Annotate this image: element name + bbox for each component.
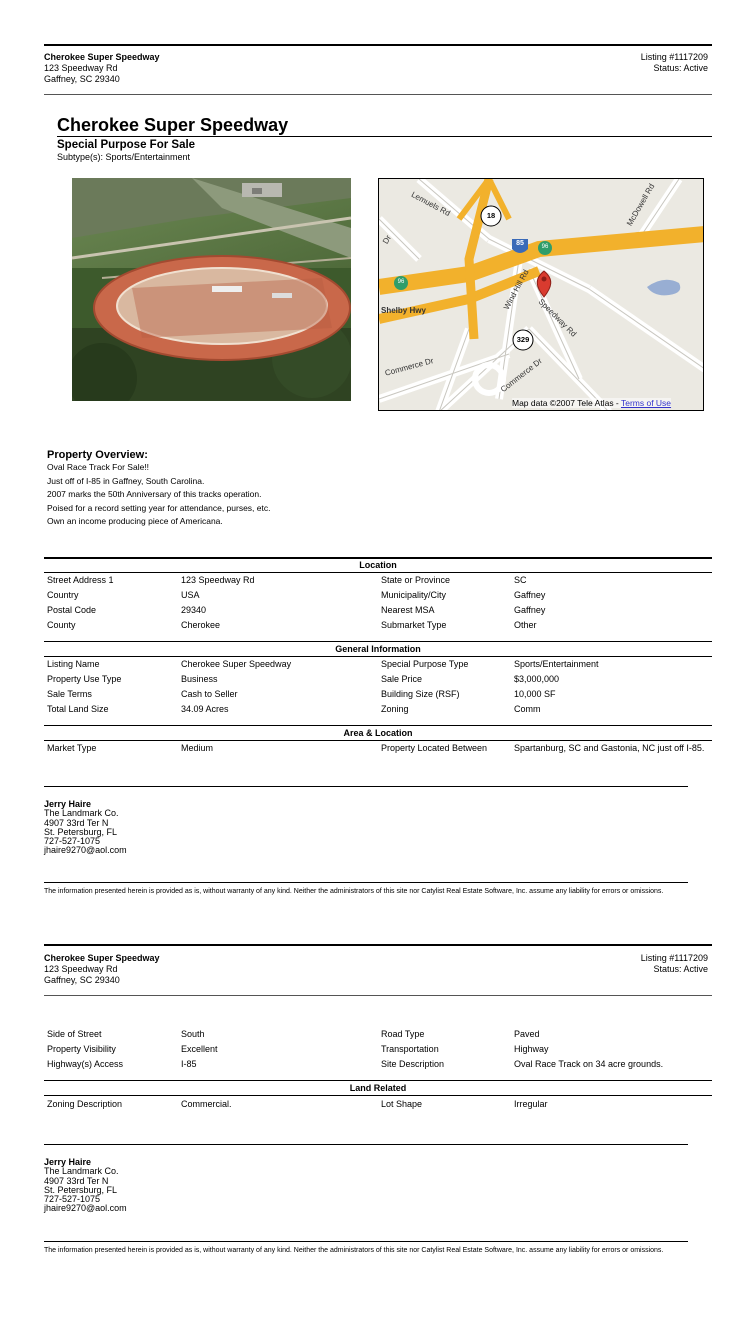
overview-line: Just off of I-85 in Gaffney, South Carolina. (47, 475, 205, 486)
field-value: Paved (514, 1029, 540, 1039)
disclaimer-rule (44, 882, 688, 883)
table-row (47, 659, 712, 673)
field-value: Highway (514, 1044, 549, 1054)
broker-contact (44, 1158, 127, 1214)
header-bottom-rule (44, 995, 712, 996)
table-row (47, 1029, 712, 1043)
section-title-general: General Information (335, 644, 421, 654)
header-property-name: Cherokee Super Speedway (44, 953, 160, 963)
field-value: South (181, 1029, 205, 1039)
overview-line: Own an income producing piece of Americana. (47, 516, 223, 527)
field-label: Building Size (RSF) (381, 689, 460, 699)
section-title-area: Area & Location (343, 728, 413, 738)
field-value: Sports/Entertainment (514, 659, 599, 669)
overview-line: Oval Race Track For Sale!! (47, 462, 150, 472)
field-label: Zoning (381, 704, 409, 714)
map-road-commerce2: Commerce Dr (499, 356, 544, 395)
broker-contact (44, 800, 127, 856)
field-label: Transportation (381, 1044, 439, 1054)
general-top-rule (44, 641, 712, 642)
broker-street: 4907 33rd Ter N (44, 817, 109, 828)
field-label: Submarket Type (381, 620, 447, 630)
page-header-listing (641, 953, 708, 975)
field-value: 34.09 Acres (181, 704, 229, 714)
page-header-listing (641, 52, 708, 74)
area-top-rule (44, 725, 712, 726)
field-value: 123 Speedway Rd (181, 575, 255, 585)
field-label: Lot Shape (381, 1099, 423, 1109)
map-road-mcdowell: McDowell Rd (625, 182, 657, 228)
map-road-commerce1: Commerce Dr (384, 356, 435, 378)
table-row (47, 620, 712, 634)
field-value: Medium (181, 743, 214, 753)
field-value: Cash to Seller (181, 689, 238, 699)
contact-rule (44, 786, 688, 787)
overview-line: Poised for a record setting year for attendance, purses, etc. (47, 502, 271, 513)
page-subtitle: Special Purpose For Sale (57, 139, 196, 151)
listing-number: Listing #1117209 (640, 953, 708, 963)
field-label: Zoning Description (47, 1099, 123, 1109)
field-value: SC (514, 575, 527, 585)
field-value: Comm (514, 704, 541, 714)
disclaimer: The information presented herein is provided as is, without warranty of any kind. Neither the administrators of this site nor Catylist Real Estate Software, Inc. assume any liability for errors or omissions. (44, 1247, 664, 1254)
broker-email[interactable]: jhaire9270@aol.com (44, 845, 127, 856)
location-title-rule (44, 572, 712, 573)
field-label: Total Land Size (47, 704, 109, 714)
shield-329: 329 (516, 335, 530, 344)
field-label: Street Address 1 (47, 575, 114, 585)
subtypes: Subtype(s): Sports/Entertainment (57, 152, 191, 162)
listing-status: Status: Active (653, 964, 708, 974)
header-address-line2: Gaffney, SC 29340 (44, 74, 120, 84)
field-label: State or Province (381, 575, 451, 585)
field-label: Listing Name (47, 659, 100, 669)
map-road-shelby: Shelby Hwy (381, 306, 426, 315)
location-map[interactable] (378, 178, 704, 411)
shield-96a: 96 (541, 244, 549, 250)
table-row (47, 575, 712, 589)
field-label: Property Use Type (47, 674, 122, 684)
field-label: Property Located Between (381, 743, 488, 753)
map-road-windhill: Wind Hill Rd (502, 268, 531, 312)
table-row (47, 743, 712, 769)
field-label: Special Purpose Type (381, 659, 469, 669)
page-header-address (44, 953, 160, 986)
overview-line: 2007 marks the 50th Anniversary of this tracks operation. (47, 489, 262, 500)
broker-phone: 727-527-1075 (44, 1194, 101, 1205)
table-row (47, 674, 712, 688)
table-row (47, 1099, 712, 1113)
disclaimer: The information presented herein is provided as is, without warranty of any kind. Neither the administrators of this site nor Catylist Real Estate Software, Inc. assume any liability for errors or omissions. (44, 888, 664, 895)
map-attribution-text: Map data ©2007 Tele Atlas - (512, 398, 621, 408)
table-row (47, 1059, 712, 1073)
broker-company: The Landmark Co. (44, 1166, 119, 1177)
location-top-rule (44, 557, 712, 559)
shield-96b: 96 (397, 279, 405, 285)
field-label: Postal Code (47, 605, 97, 615)
field-label: Property Visibility (47, 1044, 116, 1054)
header-top-rule (44, 944, 712, 946)
area-title-rule (44, 740, 712, 741)
section-title-land: Land Related (349, 1083, 407, 1093)
field-value: Irregular (514, 1099, 548, 1109)
header-address-line1: 123 Speedway Rd (44, 964, 118, 974)
shield-18: 18 (486, 211, 496, 220)
table-row (47, 1044, 712, 1058)
field-label: Site Description (381, 1059, 445, 1069)
field-label: Side of Street (47, 1029, 102, 1039)
overview-heading: Property Overview: (47, 449, 148, 461)
field-value: Commercial. (181, 1099, 232, 1109)
field-value: Cherokee (181, 620, 221, 630)
listing-number: Listing #1117209 (640, 52, 708, 62)
field-label: Country (47, 590, 79, 600)
field-label: Highway(s) Access (47, 1059, 124, 1069)
header-address-line2: Gaffney, SC 29340 (44, 975, 120, 985)
contact-rule (44, 1144, 688, 1145)
field-value: Excellent (181, 1044, 218, 1054)
field-label: Market Type (47, 743, 97, 753)
field-value: 29340 (181, 605, 207, 615)
page-header-address (44, 52, 160, 85)
land-title-rule (44, 1095, 712, 1096)
field-value: Other (514, 620, 537, 630)
field-value: Spartanburg, SC and Gastonia, NC just off I-85. (514, 743, 705, 753)
field-label: Nearest MSA (381, 605, 435, 615)
header-bottom-rule (44, 94, 712, 95)
map-road-dr: Dr (381, 233, 394, 246)
field-label: Sale Price (381, 674, 423, 684)
broker-company: The Landmark Co. (44, 808, 119, 819)
overview-text (47, 461, 270, 529)
field-label: Sale Terms (47, 689, 92, 699)
field-value: Gaffney (514, 590, 546, 600)
page-title: Cherokee Super Speedway (57, 115, 289, 135)
field-value: Oval Race Track on 34 acre grounds. (514, 1059, 664, 1069)
field-label: Municipality/City (381, 590, 447, 600)
map-road-speedway: Speedway Rd (536, 297, 579, 339)
land-top-rule (44, 1080, 712, 1081)
broker-email[interactable]: jhaire9270@aol.com (44, 1203, 127, 1214)
broker-city: St. Petersburg, FL (44, 826, 118, 837)
section-title-location: Location (359, 560, 397, 570)
header-property-name: Cherokee Super Speedway (44, 52, 160, 62)
broker-phone: 727-527-1075 (44, 836, 101, 847)
shield-85: 85 (516, 240, 524, 247)
map-attribution (512, 398, 671, 408)
broker-street: 4907 33rd Ter N (44, 1175, 109, 1186)
field-value: Gaffney (514, 605, 546, 615)
map-road-lemuels: Lemuels Rd (409, 190, 452, 218)
broker-name: Jerry Haire (44, 799, 92, 809)
field-label: County (47, 620, 76, 630)
field-value: USA (181, 590, 200, 600)
listing-status: Status: Active (653, 63, 708, 73)
header-top-rule (44, 44, 712, 46)
field-value: I-85 (181, 1059, 197, 1069)
field-value: Business (181, 674, 218, 684)
general-title-rule (44, 656, 712, 657)
map-terms-link[interactable]: Terms of Use (620, 398, 672, 408)
broker-city: St. Petersburg, FL (44, 1184, 118, 1195)
table-row (47, 590, 712, 604)
field-value: 10,000 SF (514, 689, 556, 699)
table-row (47, 605, 712, 619)
field-value: Cherokee Super Speedway (181, 659, 292, 669)
field-label: Road Type (381, 1029, 425, 1039)
property-photo (72, 178, 351, 401)
table-row (47, 704, 712, 718)
table-row (47, 689, 712, 703)
field-value: $3,000,000 (514, 674, 560, 684)
broker-name: Jerry Haire (44, 1157, 92, 1167)
header-address-line1: 123 Speedway Rd (44, 63, 118, 73)
title-rule (57, 136, 712, 137)
disclaimer-rule (44, 1241, 688, 1242)
